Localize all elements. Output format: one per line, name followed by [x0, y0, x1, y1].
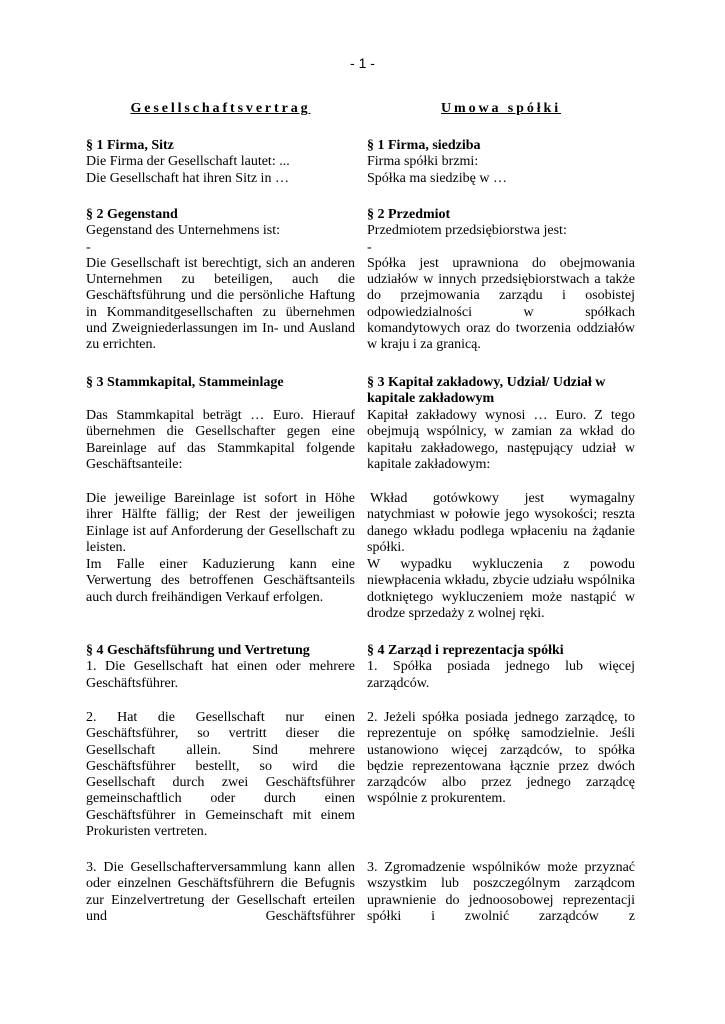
de-section-3 [86, 375, 355, 391]
pl-s2-line-1: Przedmiotem przedsiębiorstwa jest: [367, 223, 567, 239]
pl-section-4 [367, 643, 635, 692]
de-s4-paragraph-3: 3. Die Gesellschafterversammlung kann allen oder einzelnen Geschäftsführern die Befugnis zur Einzelvertretung der Gesellschaft erteilen und Geschäftsführer [86, 860, 355, 924]
pl-s4-paragraph-3: 3. Zgromadzenie wspólników może przyznać wszystkim lub poszczególnym zarządcom uprawnienie do jednoosobowej reprezentacji spółki i zwolnić zarządców z [367, 860, 635, 924]
pl-s1-title: § 1 Firma, siedziba [367, 138, 481, 153]
de-s1-line-1: Die Firma der Gesellschaft lautet: ... [86, 154, 290, 170]
pl-s3-paragraph-3: W wypadku wykluczenia z powodu niewpłacenia wkładu, zbycie udziału wspólnika dotkniętego wykluczeniem może nastąpić w drodze sprzedaży z wolnej ręki. [367, 557, 635, 621]
pl-section-3 [367, 375, 635, 408]
pl-s2-line-2: - [367, 239, 372, 255]
de-s1-line-2: Die Gesellschaft hat ihren Sitz in … [86, 170, 289, 186]
pl-s1-line-1: Firma spółki brzmi: [367, 154, 479, 170]
de-s4-paragraph-2: 2. Hat die Gesellschaft nur einen Geschäftsführer, so vertritt dieser die Gesellschaft allein. Sind mehrere Geschäftsführer bestellt, so wird die Gesellschaft durch zwei Geschäftsführer gemeinschaftlich oder durch einen Geschäftsführer in Gemeinschaft mit einem Prokuristen vertreten. [86, 710, 355, 840]
german-heading: Gesellschaftsvertrag [130, 101, 311, 116]
pl-s4-paragraph-1: 1. Spółka posiada jednego lub więcej zarządców. [367, 659, 635, 691]
de-s3-title: § 3 Stammkapital, Stammeinlage [86, 375, 284, 390]
pl-section-2 [367, 207, 635, 354]
pl-s3-paragraph-1: Kapitał zakładowy wynosi … Euro. Z tego obejmują wspólnicy, w zamian za wkład do kapitału zakładowego, następujący udział w kapitale zakładowym: [367, 408, 635, 472]
pl-s3-title: § 3 Kapitał zakładowy, Udział/ Udział w kapitale zakładowym [367, 375, 606, 407]
pl-s4-title: § 4 Zarząd i reprezentacja spółki [367, 643, 564, 658]
pl-s1-line-2: Spółka ma siedzibę w … [367, 170, 507, 186]
de-s4-title: § 4 Geschäftsführung und Vertretung [86, 643, 310, 658]
german-column [86, 101, 355, 924]
de-s3-paragraph-3: Im Falle einer Kaduzierung kann eine Verwertung des betroffenen Geschäftsanteils auch durch freihändigen Verkauf erfolgen. [86, 557, 355, 605]
pl-s2-paragraph: Spółka jest uprawniona do obejmowania udziałów w innych przedsiębiorstwach a także do przejmowania zarządu i osobistej odpowiedzialności w spółkach komandytowych oraz do tworzenia oddziałów w kraju i za granicą. [367, 255, 635, 353]
polish-column [367, 101, 635, 924]
de-section-2 [86, 207, 355, 354]
de-s3-paragraph-1: Das Stammkapital beträgt … Euro. Hierauf übernehmen die Gesellschafter gegen eine Bareinlage auf das Stammkapital folgende Geschäftsanteile: [86, 408, 355, 472]
de-s3-paragraph-2: Die jeweilige Bareinlage ist sofort in Höhe ihrer Hälfte fällig; der Rest der jeweiligen Einlage ist auf Anforderung der Gesellschaft zu leisten. [86, 491, 355, 555]
de-section-4 [86, 643, 355, 692]
de-s2-line-2: - [86, 239, 91, 255]
de-s1-title: § 1 Firma, Sitz [86, 138, 174, 153]
de-section-1 [86, 138, 355, 187]
de-s4-paragraph-1: 1. Die Gesellschaft hat einen oder mehrere Geschäftsführer. [86, 659, 355, 691]
polish-heading: Umowa spółki [441, 101, 561, 116]
de-s2-paragraph: Die Gesellschaft ist berechtigt, sich an anderen Unternehmen zu beteiligen, auch die Geschäftsführung und die persönliche Haftung in Kommanditgesellschaften zu übernehmen und Zweigniederlassungen im In- und Ausland zu errichten. [86, 255, 355, 353]
de-s2-title: § 2 Gegenstand [86, 207, 178, 222]
page-number: - 1 - [350, 55, 375, 71]
pl-section-1 [367, 138, 635, 187]
de-s2-line-1: Gegenstand des Unternehmens ist: [86, 223, 281, 239]
pl-s3-paragraph-2: Wkład gotówkowy jest wymagalny natychmiast w połowie jego wysokości; reszta danego wkładu podlega wpłaceniu na żądanie spółki. [367, 491, 635, 555]
pl-s2-title: § 2 Przedmiot [367, 207, 451, 222]
pl-s4-paragraph-2: 2. Jeżeli spółka posiada jednego zarządcę, to reprezentuje on spółkę samodzielnie. Jeśli ustanowiono więcej zarządców, to spółka będzie reprezentowana łącznie przez dwóch zarządców albo przez jednego zarządcę wspólnie z prokurentem. [367, 710, 635, 807]
